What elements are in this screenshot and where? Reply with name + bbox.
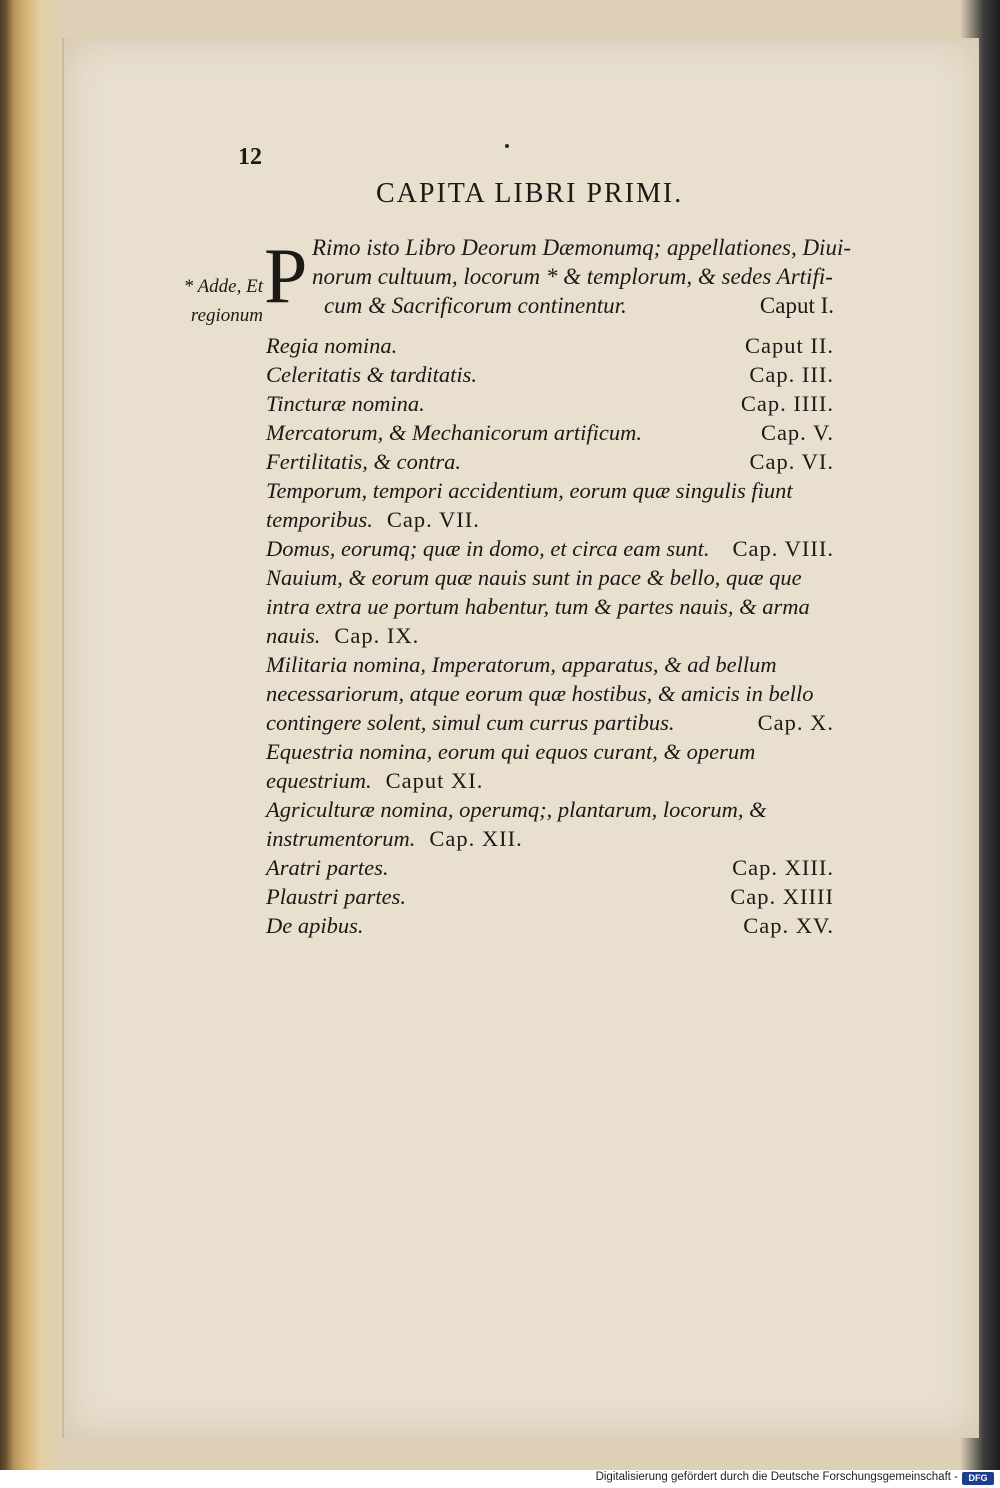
chapter-title: De apibus.	[266, 913, 364, 938]
margin-note-line: * Adde, Et	[183, 276, 263, 297]
chapter-entry	[266, 447, 834, 476]
page-title: CAPITA LIBRI PRIMI.	[376, 178, 684, 209]
chapter-ref: Cap. XV.	[743, 913, 834, 938]
chapter-ref: Cap. IX.	[334, 623, 420, 648]
digitization-credit: Digitalisierung gefördert durch die Deutsche Forschungsgemeinschaft -	[595, 1471, 958, 1483]
chapter-ref: Caput II.	[745, 333, 834, 358]
chapter-ref: Cap. VIII.	[732, 536, 834, 561]
chapter-ref: Cap. V.	[760, 420, 834, 445]
chapter-ref: Cap. III.	[749, 362, 834, 387]
signature-mark	[505, 144, 509, 148]
dfg-logo: DFG	[962, 1472, 994, 1485]
chapter-ref: Cap. XII.	[429, 826, 523, 851]
chapter-title: Celeritatis & tarditatis.	[266, 362, 478, 387]
chapter-entry	[266, 534, 834, 563]
chapter-ref: Cap. VI.	[749, 449, 834, 474]
first-entry	[266, 233, 851, 320]
chapter-ref: Caput I.	[759, 293, 834, 318]
chapter-entry	[266, 737, 834, 795]
chapter-entry	[266, 853, 834, 882]
chapter-ref: Cap. IIII.	[740, 391, 834, 416]
first-entry-line: norum cultuum, locorum * & templorum, & sedes Artifi-	[312, 264, 833, 289]
chapter-entry	[266, 389, 834, 418]
chapter-title: Militaria nomina, Imperatorum, apparatus, & ad bellum necessariorum, atque eorum quæ hostibus, & amicis in bello contingere solent, simul cum currus partibus.	[266, 652, 814, 735]
chapter-title: Fertilitatis, & contra.	[266, 449, 461, 474]
chapter-title: Aratri partes.	[266, 855, 389, 880]
drop-cap: P	[264, 232, 308, 319]
chapter-title: Tincturæ nomina.	[266, 391, 425, 416]
chapter-entry	[266, 882, 834, 911]
chapter-entry	[266, 476, 834, 534]
chapter-title: Plaustri partes.	[266, 884, 407, 909]
chapter-title: Agriculturæ nomina, operumq;, plantarum, locorum, & instrumentorum.	[266, 797, 767, 851]
first-entry-last-line	[266, 291, 834, 320]
chapter-title: Domus, eorumq; quæ in domo, et circa eam sunt.	[266, 536, 710, 561]
chapter-title: Regia nomina.	[266, 333, 398, 358]
first-entry-line: Rimo isto Libro Deorum Dæmonumq; appellationes, Diui-	[312, 235, 851, 260]
chapter-ref: Caput XI.	[385, 768, 484, 793]
chapter-entry	[266, 360, 834, 389]
chapter-entry	[266, 650, 834, 737]
chapter-entry	[266, 795, 834, 853]
chapter-ref: Cap. VII.	[386, 507, 480, 532]
chapter-list	[266, 331, 834, 940]
chapter-title: Equestria nomina, eorum qui equos curant, & operum equestrium.	[266, 739, 756, 793]
chapter-entry	[266, 331, 834, 360]
chapter-entry	[266, 418, 834, 447]
chapter-ref: Cap. X.	[757, 710, 834, 735]
chapter-title: Mercatorum, & Mechanicorum artificum.	[266, 420, 642, 445]
chapter-ref: Cap. XIII.	[732, 855, 834, 880]
chapter-title: Temporum, tempori accidentium, eorum quæ singulis fiunt temporibus.	[266, 478, 793, 532]
margin-note-line: regionum	[190, 305, 263, 326]
chapter-entry	[266, 911, 834, 940]
chapter-entry	[266, 563, 834, 650]
chapter-ref: Cap. XIIII	[730, 884, 834, 909]
page-number: 12	[238, 144, 262, 170]
first-entry-line: cum & Sacrificorum continentur.	[324, 293, 627, 318]
margin-note	[163, 272, 263, 330]
chapter-title: Nauium, & eorum quæ nauis sunt in pace & bello, quæ que intra extra ue portum habentur, tum & partes nauis, & arma nauis.	[266, 565, 810, 648]
